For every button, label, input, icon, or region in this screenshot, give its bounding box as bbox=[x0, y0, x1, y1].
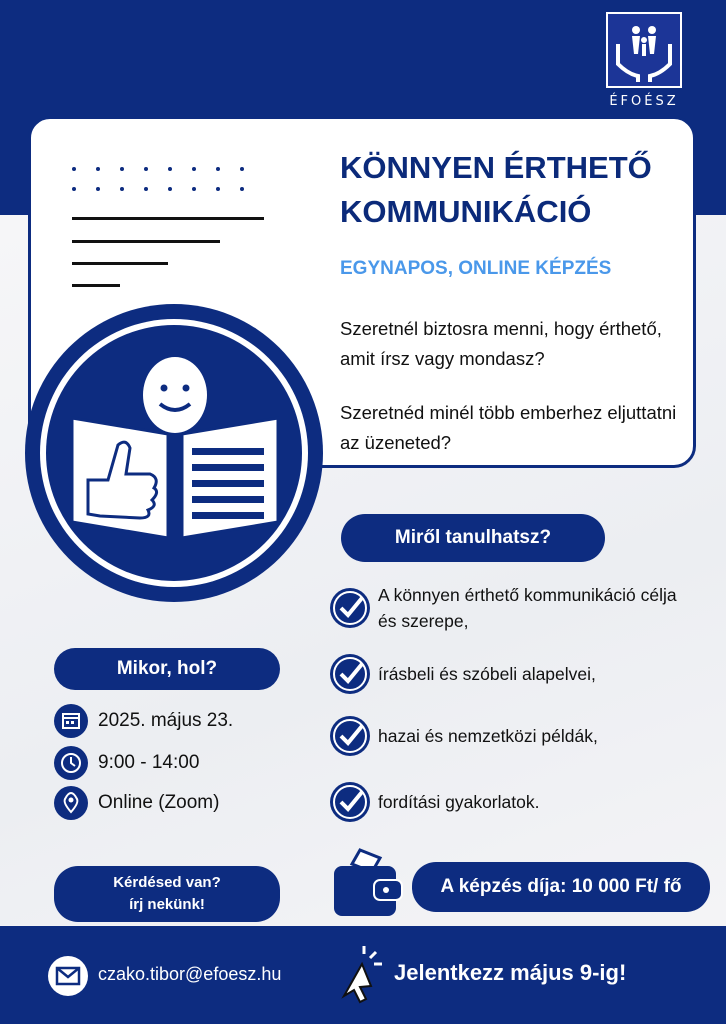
event-time: 9:00 - 14:00 bbox=[98, 752, 200, 773]
decorative-dots bbox=[72, 176, 264, 182]
cursor-click-icon bbox=[334, 944, 386, 1004]
easy-read-icon bbox=[60, 350, 290, 550]
learn-item-text: írásbeli és szóbeli alapelvei, bbox=[378, 664, 596, 684]
learn-item-text: hazai és nemzetközi példák, bbox=[378, 726, 598, 746]
intro-question-2: Szeretnéd minél több emberhez eljuttatni az üzeneted? bbox=[340, 402, 677, 453]
list-item bbox=[330, 582, 698, 634]
place-row bbox=[54, 786, 219, 820]
when-heading: Mikor, hol? bbox=[54, 648, 280, 690]
title-line-1: KÖNNYEN ÉRTHETŐ bbox=[340, 150, 652, 185]
contact-prompt-line-2: írj nekünk! bbox=[129, 896, 205, 913]
contact-prompt-line-1: Kérdésed van? bbox=[113, 874, 221, 891]
calendar-icon bbox=[54, 704, 88, 738]
location-icon bbox=[54, 786, 88, 820]
event-date: 2025. május 23. bbox=[98, 710, 234, 731]
decorative-dots bbox=[72, 156, 264, 162]
learn-item-text: A könnyen érthető kommunikáció célja és szerepe, bbox=[378, 585, 677, 631]
check-icon bbox=[330, 716, 370, 756]
mail-icon bbox=[48, 956, 88, 996]
time-row bbox=[54, 746, 199, 780]
decorative-line bbox=[72, 217, 264, 220]
logo-family-icon bbox=[606, 12, 682, 88]
intro-question-1: Szeretnél biztosra menni, hogy érthető, amit írsz vagy mondasz? bbox=[340, 318, 662, 369]
date-row bbox=[54, 704, 233, 738]
decorative-line bbox=[72, 284, 120, 287]
event-place: Online (Zoom) bbox=[98, 792, 220, 813]
check-icon bbox=[330, 588, 370, 628]
subtitle: EGYNAPOS, ONLINE KÉPZÉS bbox=[340, 258, 612, 279]
fee-badge: A képzés díja: 10 000 Ft/ fő bbox=[412, 862, 710, 912]
decorative-line bbox=[72, 262, 168, 265]
contact-prompt bbox=[54, 866, 280, 922]
contact-email-link[interactable]: czako.tibor@efoesz.hu bbox=[98, 964, 282, 984]
list-item bbox=[330, 654, 596, 694]
clock-icon bbox=[54, 746, 88, 780]
page-title bbox=[340, 146, 700, 234]
decorative-line bbox=[72, 240, 220, 243]
list-item bbox=[330, 782, 539, 822]
check-icon bbox=[330, 782, 370, 822]
learn-heading: Miről tanulhatsz? bbox=[341, 514, 605, 562]
list-item bbox=[330, 716, 598, 756]
wallet-icon bbox=[330, 848, 408, 918]
signup-cta[interactable]: Jelentkezz május 9-ig! bbox=[394, 960, 627, 985]
check-icon bbox=[330, 654, 370, 694]
title-line-2: KOMMUNIKÁCIÓ bbox=[340, 194, 592, 229]
efoesz-logo bbox=[606, 12, 682, 112]
learn-item-text: fordítási gyakorlatok. bbox=[378, 792, 540, 812]
logo-text: ÉFOÉSZ bbox=[609, 94, 679, 109]
